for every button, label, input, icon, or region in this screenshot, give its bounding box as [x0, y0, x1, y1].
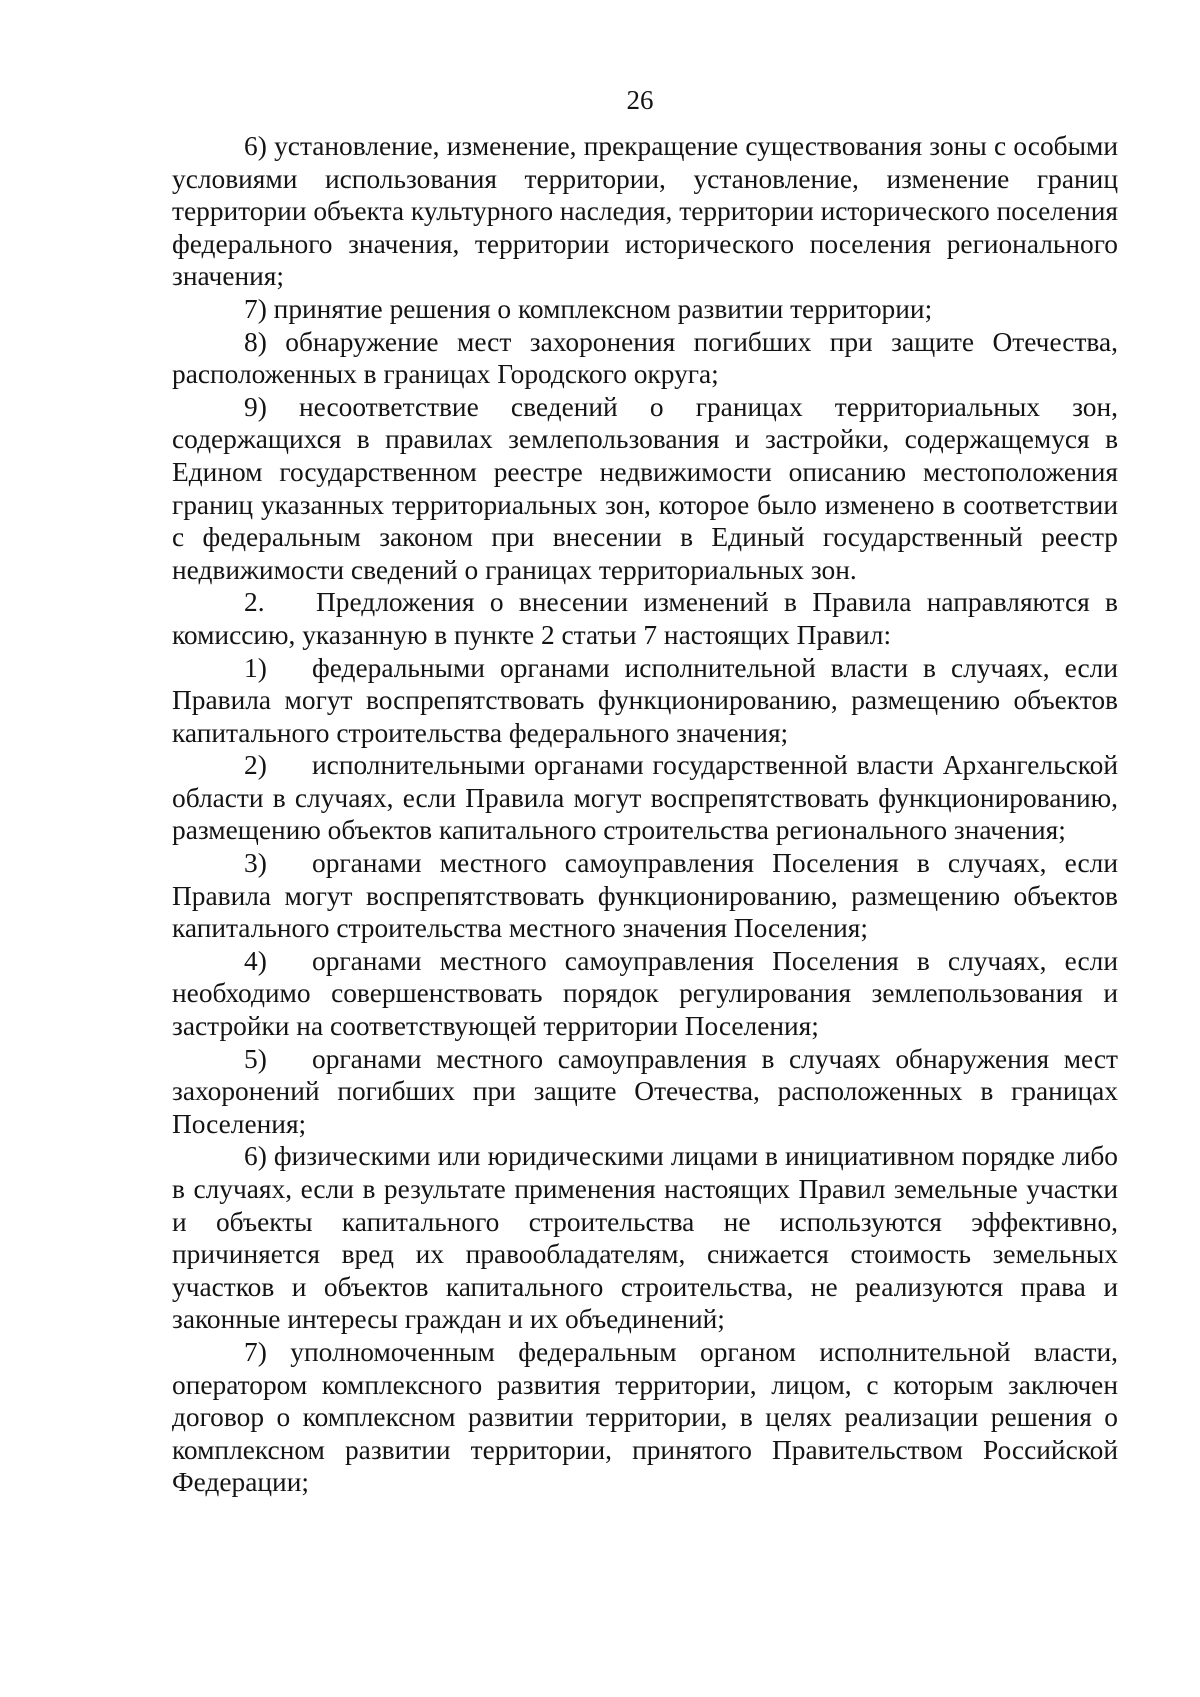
section-2-text: Предложения о внесении изменений в Правила направляются в комиссию, указанную в пункте 2 статьи 7 настоящих Правил: [172, 587, 1118, 650]
list-item-4-text: органами местного самоуправления Поселения в случаях, если необходимо совершенствовать порядок регулирования землепользования и застройки на соответствующей территории Поселения; [172, 945, 1118, 1042]
list-item-3-number: 3) [244, 848, 267, 879]
paragraph-item-6-zones: 6) установление, изменение, прекращение существования зоны с особыми условиями использования территории, установление, изменение границ территории объекта культурного наследия, территории исторического поселения федерального значения, территории исторического поселения регионального значения; [172, 131, 1118, 292]
list-item-6: 6) физическими или юридическими лицами в инициативном порядке либо в случаях, если в результате применения настоящих Правил земельные участки и объекты капитального строительства не используются эффективно, причиняется вред их правообладателям, снижается стоимость земельных участков и объектов капитального строительства, не реализуются права и законные интересы граждан и их объединений; [172, 1141, 1118, 1335]
list-item-4 [172, 945, 1118, 1043]
list-item-1-number: 1) [244, 652, 267, 683]
list-item-2-text: исполнительными органами государственной власти Архангельской области в случаях, если Правила могут воспрепятствовать функционированию, размещению объектов капитального строительства регионального значения; [172, 750, 1118, 846]
list-item-7: 7) уполномоченным федеральным органом исполнительной власти, оператором комплексного развития территории, лицом, с которым заключен договор о комплексном развитии территории, в целях реализации решения о комплексном развитии территории, принятого Правительством Российской Федерации; [172, 1336, 1118, 1498]
page-number: 26 [626, 85, 654, 115]
list-item-2-number: 2) [244, 750, 267, 781]
list-item-3-text: органами местного самоуправления Поселения в случаях, если Правила могут воспрепятствовать функционированию, размещению объектов капитального строительства местного значения Поселения; [172, 848, 1118, 944]
list-item-4-number: 4) [244, 945, 267, 976]
list-item-1 [172, 652, 1118, 750]
section-2 [172, 586, 1118, 651]
paragraph-item-7-complex-development: 7) принятие решения о комплексном развитии территории; [244, 293, 933, 324]
list-item-5-text: органами местного самоуправления в случаях обнаружения мест захоронений погибших при защите Отечества, расположенных в границах Поселения; [172, 1043, 1118, 1139]
list-item-2 [172, 749, 1118, 847]
section-2-number: 2. [244, 587, 265, 618]
paragraph-item-9-discrepancy: 9) несоответствие сведений о границах территориальных зон, содержащихся в правилах землепользования и застройки, содержащемуся в Едином государственном реестре недвижимости описанию местоположения границ указанных территориальных зон, которое было изменено в соответствии с федеральным законом при внесении в Единый государственный реестр недвижимости сведений о границах территориальных зон. [172, 391, 1118, 585]
paragraph-item-8-burials: 8) обнаружение мест захоронения погибших при защите Отечества, расположенных в границах Городского округа; [172, 326, 1118, 390]
list-item-5-number: 5) [244, 1043, 267, 1074]
list-item-3 [172, 847, 1118, 945]
list-item-5 [172, 1043, 1118, 1141]
document-body [172, 130, 1118, 1499]
list-item-1-text: федеральными органами исполнительной власти в случаях, если Правила могут воспрепятствовать функционированию, размещению объектов капитального строительства федерального значения; [172, 652, 1118, 748]
